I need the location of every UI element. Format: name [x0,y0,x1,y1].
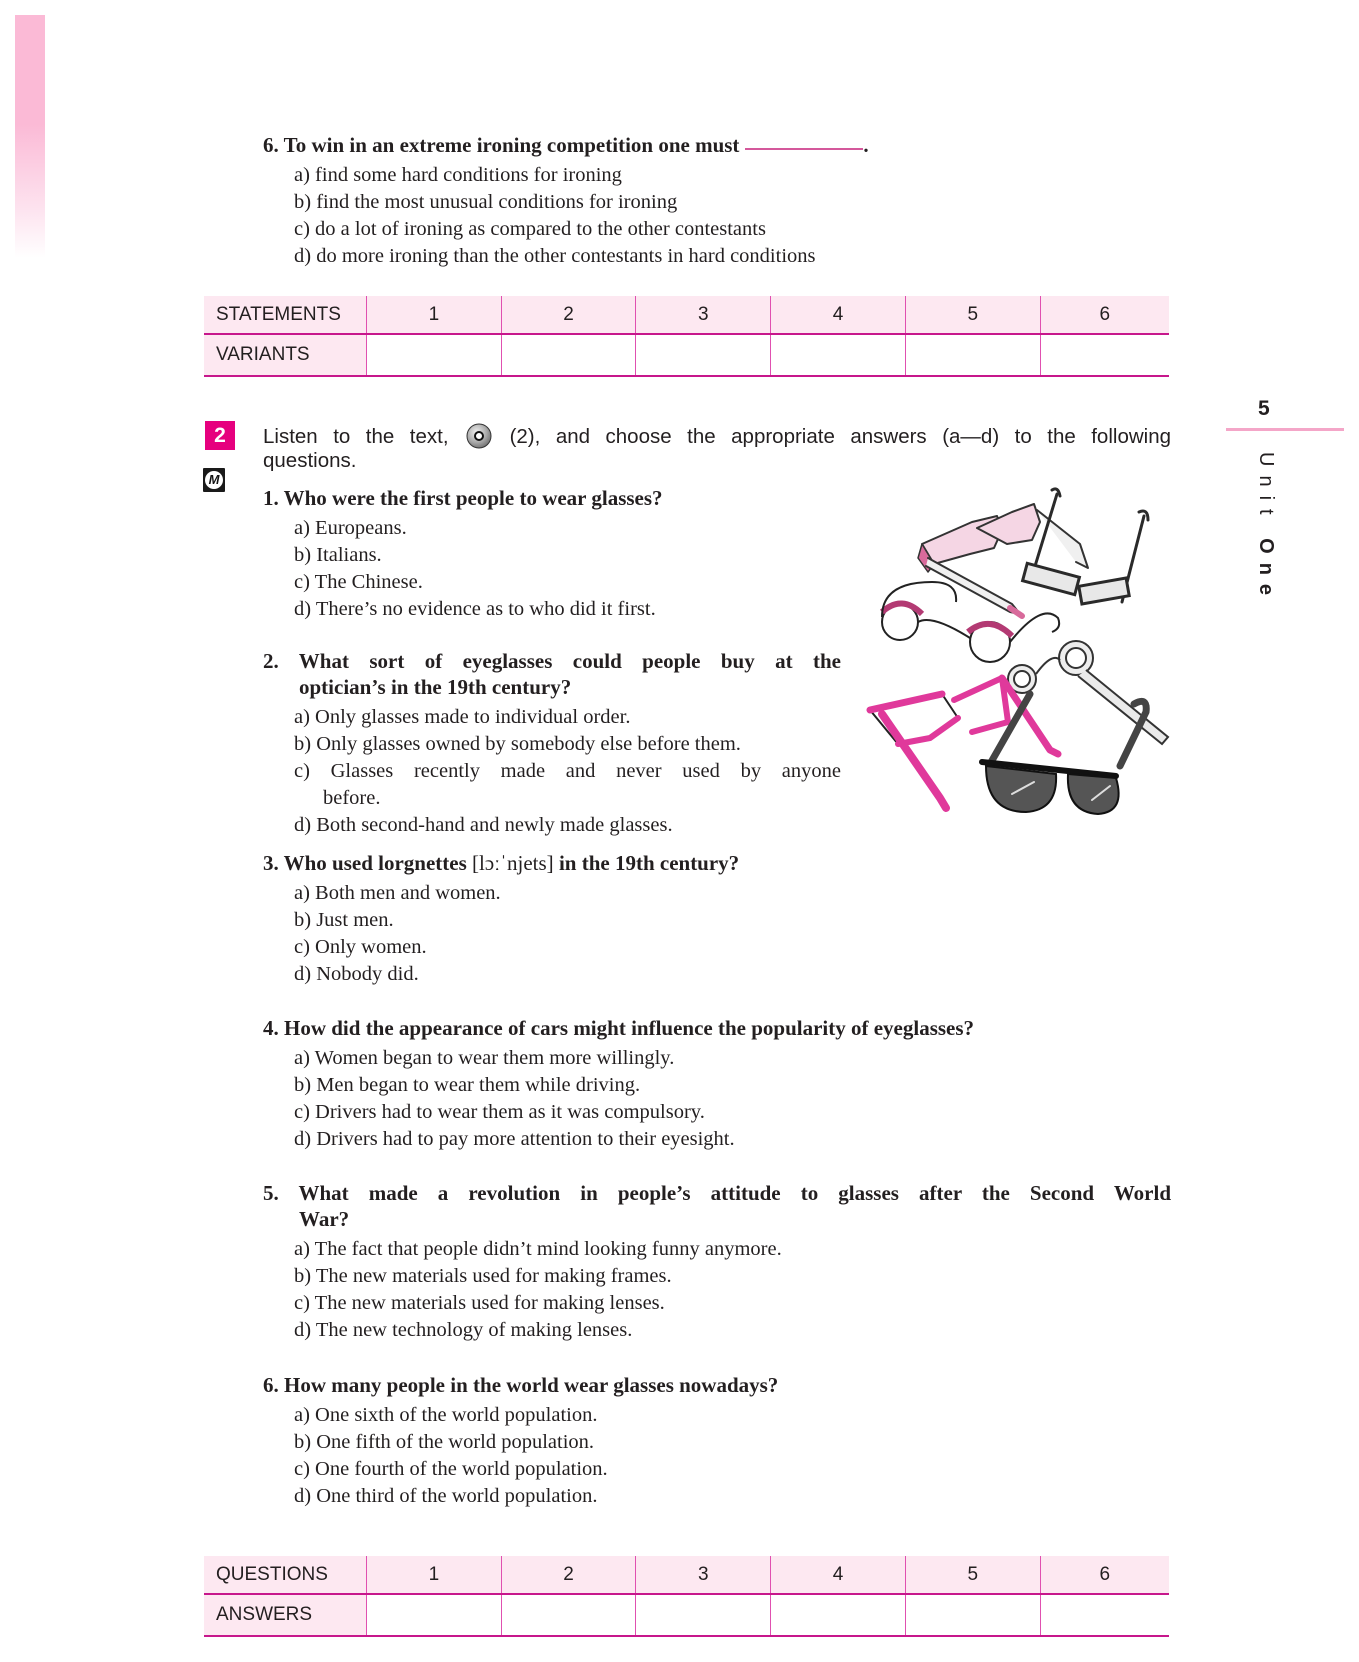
option: d) The new technology of making lenses. [294,1319,633,1341]
column-number: 1 [367,296,502,334]
option: b) One fifth of the world population. [294,1431,595,1453]
option: c) Only women. [294,936,427,958]
page-number-rule [1226,428,1344,431]
option: b) find the most unusual conditions for ironing [294,191,678,213]
answer-blank [745,148,863,150]
answer-cell[interactable] [501,1594,636,1636]
question-title: 6. To win in an extreme ironing competition one must . [263,133,869,157]
option: a) Europeans. [294,517,407,539]
option: b) Just men. [294,909,394,931]
answer-cell[interactable] [905,334,1040,376]
option: a) The fact that people didn’t mind looking funny anymore. [294,1238,782,1260]
answer-cell[interactable] [636,334,771,376]
exercise-instruction: Listen to the text, (2), and choose the appropriate answers (a—d) to the following questions. [263,425,1172,472]
answer-cell[interactable] [1040,334,1169,376]
question-4: 4. How did the appearance of cars might influence the popularity of eyeglasses? a) Women began to wear them more willingly. b) Men began to wear them while driving. c) Drivers had to wear them as it was compulsory. d) Drivers had to pay more attention to their eyesight. [263,1015,1171,1153]
row-label: STATEMENTS [204,296,367,334]
option: b) Only glasses owned by somebody else before them. [294,733,741,755]
question-1: 1. Who were the first people to wear glasses? a) Europeans. b) Italians. c) The Chinese. d) There’s no evidence as to who did it first. [263,485,1171,623]
question-2: 2. What sort of eyeglasses could people buy at the optician’s in the 19th century? a) Only glasses made to individual order. b) Only glasses owned by somebody else before them. c) Glasses recently made and never used by anyone before. d) Both second-hand and newly made glasses. [263,648,841,839]
option: d) Both second-hand and newly made glasses. [294,814,673,836]
m-badge-icon: M [203,468,225,492]
option: c) The Chinese. [294,571,423,593]
row-label: ANSWERS [204,1594,367,1636]
option: d) There’s no evidence as to who did it first. [294,598,656,620]
answer-cell[interactable] [771,334,906,376]
options-list [294,704,841,839]
column-number: 5 [905,296,1040,334]
option: c) Glasses recently made and never used by anyone before. [294,760,841,809]
column-number: 2 [501,1556,636,1594]
table-answer-row [204,334,1169,376]
pink-glasses-top [918,504,1088,616]
column-number: 6 [1040,296,1169,334]
exercise-number-badge: 2 [205,421,235,450]
option: d) Drivers had to pay more attention to their eyesight. [294,1128,735,1150]
page-number: 5 [1258,397,1270,420]
answer-cell[interactable] [501,334,636,376]
option: d) One third of the world population. [294,1485,598,1507]
answer-cell[interactable] [905,1594,1040,1636]
row-label: QUESTIONS [204,1556,367,1594]
transcription: [lɔːˈnjets] [472,851,554,875]
unit-label: Unit One [1255,452,1277,605]
option: d) Nobody did. [294,963,419,985]
options-list [294,1236,1171,1344]
question-3: 3. Who used lorgnettes [lɔːˈnjets] in the 19th century? a) Both men and women. b) Just men. c) Only women. d) Nobody did. [263,850,1171,988]
option: c) The new materials used for making lenses. [294,1292,665,1314]
options-list [294,1402,1171,1510]
option: a) Both men and women. [294,882,501,904]
column-number: 1 [367,1556,502,1594]
eyeglasses-illustration [862,482,1180,822]
column-number: 3 [636,1556,771,1594]
answer-cell[interactable] [367,1594,502,1636]
answer-cell[interactable] [1040,1594,1169,1636]
option: a) Women began to wear them more willingly. [294,1047,675,1069]
options-list [294,880,1171,988]
column-number: 4 [771,1556,906,1594]
column-number: 4 [771,296,906,334]
option: a) find some hard conditions for ironing [294,164,622,186]
cd-icon[interactable] [466,423,492,449]
option: d) do more ironing than the other contestants in hard conditions [294,245,816,267]
column-number: 3 [636,296,771,334]
options-list [294,1045,1171,1153]
margin-color-strip [15,15,45,258]
answer-cell[interactable] [771,1594,906,1636]
option: b) The new materials used for making frames. [294,1265,672,1287]
column-number: 2 [501,296,636,334]
option: a) One sixth of the world population. [294,1404,598,1426]
option: c) do a lot of ironing as compared to the other contestants [294,218,766,240]
option: c) Drivers had to wear them as it was compulsory. [294,1101,705,1123]
answer-cell[interactable] [636,1594,771,1636]
table-header-row [204,1556,1169,1594]
prev-question-6 [263,132,1171,270]
option: a) Only glasses made to individual order. [294,706,631,728]
column-number: 5 [905,1556,1040,1594]
table-answer-row [204,1594,1169,1636]
options-list [294,162,1171,270]
option: c) One fourth of the world population. [294,1458,608,1480]
round-wire-glasses [882,582,1059,662]
option: b) Men began to wear them while driving. [294,1074,641,1096]
question-5: 5. What made a revolution in people’s attitude to glasses after the Second World War? a) The fact that people didn’t mind looking funny anymore. b) The new materials used for making frames. c) The new materials used for making lenses. d) The new technology of making lenses. [263,1180,1171,1344]
row-label: VARIANTS [204,334,367,376]
black-rectangular-glasses [1023,489,1148,604]
column-number: 6 [1040,1556,1169,1594]
option: b) Italians. [294,544,382,566]
answers-table [204,1556,1169,1637]
question-6: 6. How many people in the world wear glasses nowadays? a) One sixth of the world population. b) One fifth of the world population. c) One fourth of the world population. d) One third of the world population. [263,1372,1171,1510]
statements-table [204,296,1169,377]
answer-cell[interactable] [367,334,502,376]
table-header-row [204,296,1169,334]
